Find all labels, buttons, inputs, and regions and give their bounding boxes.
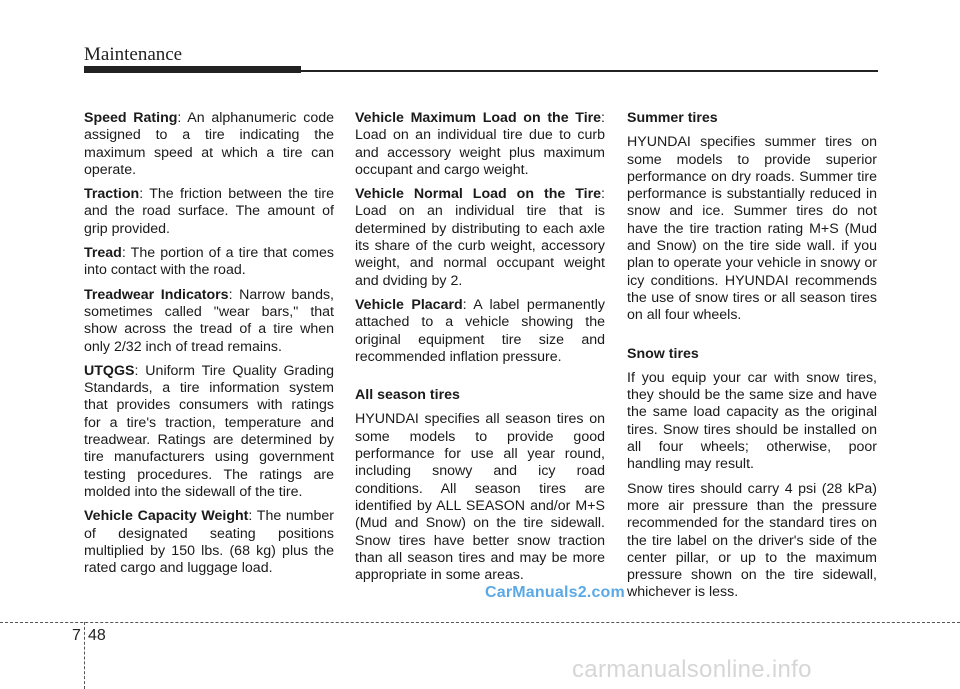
term-vehicle-capacity-weight: Vehicle Capacity Weight bbox=[84, 508, 249, 525]
term-speed-rating: Speed Rating bbox=[84, 110, 178, 126]
text-column-right bbox=[627, 110, 877, 609]
definition-text: : Load on an individual tire that is determined by distributing to each axle its share of the curb weight, accessory weight, and normal occupant weight and dviding by 2. bbox=[355, 186, 605, 289]
definition-vehicle-placard bbox=[355, 297, 605, 366]
definition-text: : The number of designated seating positions multiplied by 150 lbs. (68 kg) plus the rated cargo and luggage load. bbox=[84, 508, 335, 577]
footer-site-watermark: carmanualsonline.info bbox=[572, 656, 812, 683]
watermark-link[interactable]: CarManuals2.com bbox=[485, 584, 625, 601]
definition-text: : An alphanumeric code assigned to a tire indicating the maximum speed at which a tire can operate. bbox=[84, 110, 334, 178]
definition-vehicle-maximum-load bbox=[355, 110, 605, 179]
definition-vehicle-normal-load bbox=[355, 186, 605, 290]
definition-tread bbox=[84, 245, 334, 280]
header-rule-thick bbox=[84, 66, 301, 73]
paragraph-snow-tires-pressure: Snow tires should carry 4 psi (28 kPa) more air pressure than the pressure recommended for the standard tires on the tire label on the driver's side of the center pillar, or up to the maximum pressure shown on the tire sidewall, whichever is less. bbox=[627, 480, 877, 601]
heading-snow-tires: Snow tires bbox=[627, 345, 699, 362]
text-column-middle bbox=[355, 110, 605, 591]
term-vehicle-placard: Vehicle Placard bbox=[355, 296, 463, 313]
definition-traction bbox=[84, 186, 334, 238]
definition-utqgs bbox=[84, 363, 334, 501]
term-vehicle-normal-load: Vehicle Normal Load on the Tire bbox=[355, 186, 602, 203]
text-column-left bbox=[84, 110, 334, 584]
page-chapter-number: 7 bbox=[72, 627, 81, 644]
definition-treadwear-indicators bbox=[84, 287, 334, 356]
term-vehicle-maximum-load: Vehicle Maximum Load on the Tire bbox=[355, 110, 602, 126]
term-traction: Traction bbox=[84, 186, 140, 203]
header-rule-thin bbox=[301, 70, 878, 72]
heading-all-season-tires: All season tires bbox=[355, 387, 460, 404]
footer-divider bbox=[0, 622, 960, 623]
page-number: 48 bbox=[88, 627, 106, 644]
definition-text: : Narrow bands, sometimes called "wear bars," that show across the tread of a tire when only 2/32 inch of tread remains. bbox=[84, 286, 334, 355]
term-utqgs: UTQGS bbox=[84, 362, 135, 379]
footer-page-separator bbox=[84, 622, 85, 689]
definition-speed-rating bbox=[84, 110, 334, 179]
term-tread: Tread bbox=[84, 245, 122, 262]
definition-text: : A label permanently attached to a vehicle showing the original equipment tire size and recommended inflation pressure. bbox=[355, 296, 605, 365]
definition-text: : The friction between the tire and the road surface. The amount of grip provided. bbox=[84, 186, 334, 237]
term-treadwear-indicators: Treadwear Indicators bbox=[84, 286, 229, 303]
definition-vehicle-capacity-weight bbox=[84, 508, 334, 577]
definition-text: : Uniform Tire Quality Grading Standards, a tire information system that provides consumers with ratings for a tire's traction, temperature and treadwear. Ratings are determined by tire manufacturers using government testing procedures. The ratings are molded into the sidewall of the tire. bbox=[84, 362, 334, 500]
paragraph-snow-tires-size: If you equip your car with snow tires, they should be the same size and have the same load capacity as the original tires. Snow tires should be installed on all four wheels; otherwise, poor handling may result. bbox=[627, 369, 877, 473]
heading-summer-tires: Summer tires bbox=[627, 110, 718, 126]
paragraph-summer-tires: HYUNDAI specifies summer tires on some models to provide superior performance on dry roads. Summer tire performance is substantially reduced in snow and ice. Summer tires do not have the tire traction rating M+S (Mud and Snow) on the tire side wall. if you plan to operate your vehicle in snowy or icy conditions. HYUNDAI recommends the use of snow tires or all season tires on all four wheels. bbox=[627, 134, 877, 324]
definition-text: : Load on an individual tire due to curb and accessory weight plus maximum occupant and cargo weight. bbox=[355, 110, 605, 178]
page-header-title: Maintenance bbox=[84, 44, 183, 65]
paragraph-all-season-tires: HYUNDAI specifies all season tires on some models to provide good performance for use all year round, including snowy and icy road conditions. All season tires are identified by ALL SEASON and/or M+S (Mud and Snow) on the tire sidewall. Snow tires have better snow traction than all season tires and may be more appropriate in some areas. bbox=[355, 411, 605, 584]
definition-text: : The portion of a tire that comes into contact with the road. bbox=[84, 245, 334, 279]
